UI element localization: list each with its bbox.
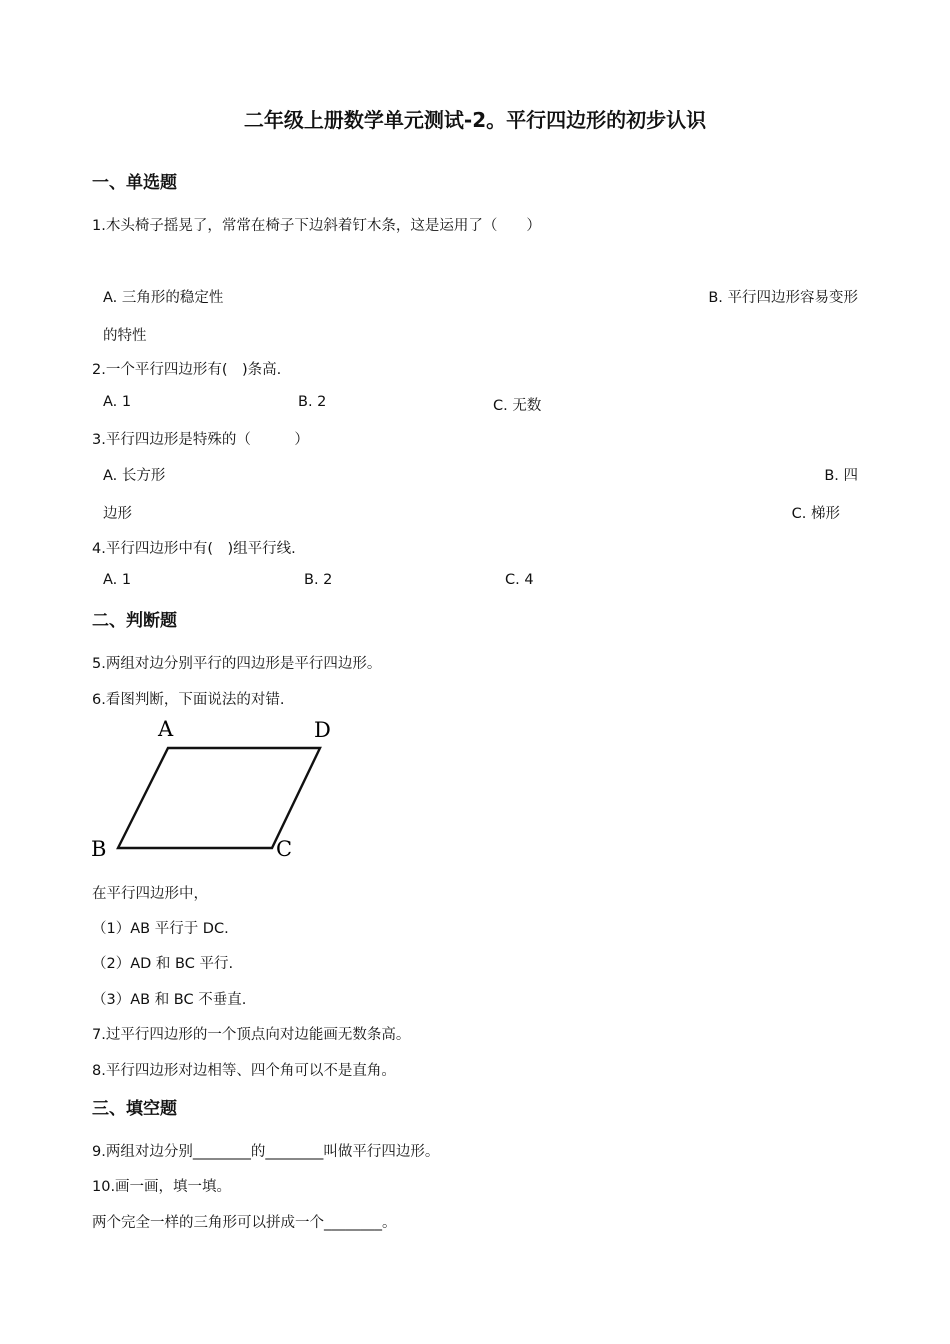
question-4-text: 4.平行四边形中有( )组平行线. [92, 541, 296, 557]
question-6-item-2: （2）AD 和 BC 平行. [92, 956, 234, 972]
question-6-intro: 在平行四边形中， [92, 886, 208, 902]
question-2-option-c: C. 无数 [493, 398, 542, 414]
question-4-option-c: C. 4 [505, 572, 534, 588]
question-10-text: 10.画一画，填一填。 [92, 1179, 232, 1195]
vertex-label-a: A [158, 717, 174, 741]
question-10-subtext: 两个完全一样的三角形可以拼成一个________。 [92, 1215, 397, 1231]
question-9-text: 9.两组对边分别________的________叫做平行四边形。 [92, 1144, 440, 1160]
question-1-option-a: A. 三角形的稳定性 [103, 290, 224, 306]
vertex-label-d: D [314, 718, 331, 742]
vertex-label-b: B [91, 837, 107, 861]
question-3-option-b: B. 四 [824, 468, 858, 484]
question-8-text: 8.平行四边形对边相等、四个角可以不是直角。 [92, 1063, 396, 1079]
question-6-item-1: （1）AB 平行于 DC. [92, 921, 229, 937]
question-6-text: 6.看图判断，下面说法的对错. [92, 692, 285, 708]
question-4-option-b: B. 2 [304, 572, 333, 588]
section-heading-single-choice: 一、单选题 [92, 173, 177, 193]
question-3-text: 3.平行四边形是特殊的（ ） [92, 432, 309, 448]
question-2-option-a: A. 1 [103, 394, 132, 410]
page-title: 二年级上册数学单元测试-2。平行四边形的初步认识 [243, 108, 707, 132]
parallelogram-figure [88, 712, 348, 864]
question-5-text: 5.两组对边分别平行的四边形是平行四边形。 [92, 656, 382, 672]
question-1-option-b: B. 平行四边形容易变形 [708, 290, 858, 306]
question-4-option-a: A. 1 [103, 572, 132, 588]
section-heading-true-false: 二、判断题 [92, 611, 177, 631]
question-3-option-c: C. 梯形 [791, 506, 840, 522]
parallelogram-shape [118, 748, 320, 848]
question-7-text: 7.过平行四边形的一个顶点向对边能画无数条高。 [92, 1027, 411, 1043]
question-3-option-b-continued: 边形 [103, 506, 132, 522]
section-heading-fill-blank: 三、填空题 [92, 1099, 177, 1119]
question-6-item-3: （3）AB 和 BC 不垂直. [92, 992, 247, 1008]
question-2-text: 2.一个平行四边形有( )条高. [92, 362, 282, 378]
question-3-option-a: A. 长方形 [103, 468, 166, 484]
question-1-option-b-continued: 的特性 [103, 328, 147, 344]
vertex-label-c: C [276, 837, 293, 861]
question-2-option-b: B. 2 [298, 394, 327, 410]
question-1-text: 1.木头椅子摇晃了，常常在椅子下边斜着钉木条，这是运用了（ ） [92, 218, 541, 234]
